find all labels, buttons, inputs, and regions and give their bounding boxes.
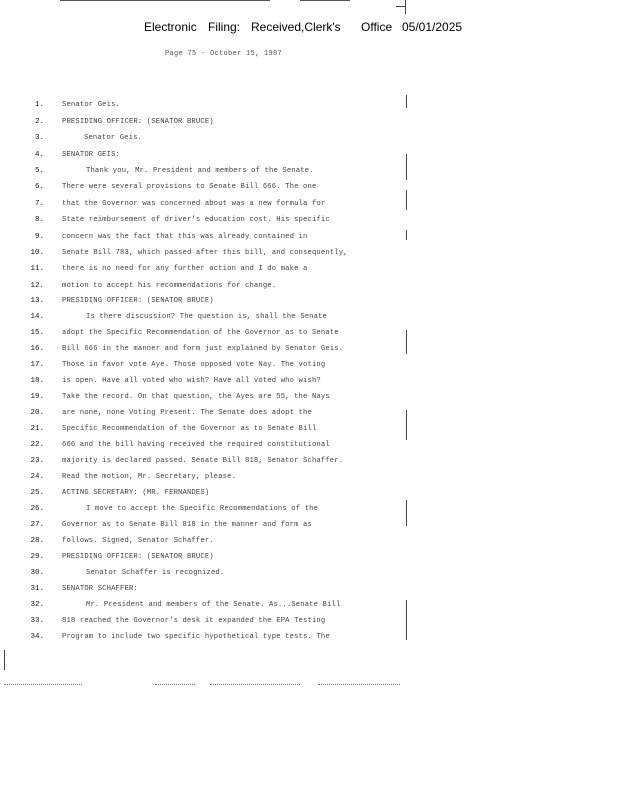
line-number: 16. [30, 345, 44, 353]
footer-rule [0, 683, 618, 687]
line-text: that the Governor was concerned about was a new formula for [62, 200, 326, 208]
transcript-line [0, 164, 618, 178]
line-text: Read the motion, Mr. Secretary, please. [62, 473, 237, 481]
line-text: motion to accept his recommendations for change. [62, 282, 277, 290]
line-text: Those in favor vote Aye. Those opposed vote Nay. The voting [62, 361, 326, 369]
transcript-line [0, 262, 618, 276]
transcript-line [0, 438, 618, 452]
transcript-line [0, 374, 618, 388]
line-text: ACTING SECRETARY: (MR. FERNANDES) [62, 489, 210, 497]
transcript-line [0, 115, 618, 129]
transcript-line [0, 630, 618, 644]
transcript-line [0, 326, 618, 340]
line-number: 4. [34, 151, 44, 159]
transcript-line [0, 98, 618, 112]
line-text: majority is declared passed. Senate Bill 818, Senator Schaffer. [62, 457, 344, 465]
line-text: Senator Geis. [62, 101, 121, 109]
line-text: there is no need for any further action and I do make a [62, 265, 308, 273]
line-text: adopt the Specific Recommendation of the Governor as to Senate [62, 329, 339, 337]
header-electronic: Electronic [144, 20, 197, 34]
line-number: 2. [34, 118, 44, 126]
line-number: 17. [30, 361, 44, 369]
transcript-line [0, 486, 618, 500]
line-number: 19. [30, 393, 44, 401]
transcript-line [0, 422, 618, 436]
line-text: Is there discussion? The question is, shall the Senate [86, 313, 328, 321]
line-text: Bill 666 in the manner and form just explained by Senator Geis. [62, 345, 344, 353]
header-received: Received,Clerk's [251, 20, 341, 34]
transcript-line [0, 582, 618, 596]
line-text: I move to accept the Specific Recommendations of the [86, 505, 319, 513]
line-text: 818 reached the Governor's desk it expanded the EPA Testing [62, 617, 326, 625]
transcript-line [0, 246, 618, 260]
line-text: is open. Have all voted who wish? Have all voted who wish? [62, 377, 321, 385]
line-number: 23. [30, 457, 44, 465]
line-number: 3. [34, 134, 44, 142]
line-text: Specific Recommendation of the Governor as to Senate Bill [62, 425, 317, 433]
line-number: 34. [30, 633, 44, 641]
transcript-line [0, 358, 618, 372]
line-number: 30. [30, 569, 44, 577]
transcript-line [0, 342, 618, 356]
line-text: Senator Geis. [84, 134, 143, 142]
transcript-line [0, 310, 618, 324]
header-office: Office [361, 20, 393, 34]
transcript-line [0, 230, 618, 244]
line-text: State reimbursement of driver's education cost. His specific [62, 216, 330, 224]
line-text: PRESIDING OFFICER: (SENATOR BRUCE) [62, 118, 214, 126]
line-number: 8. [34, 216, 44, 224]
line-text: PRESIDING OFFICER: (SENATOR BRUCE) [62, 553, 214, 561]
header-date: 05/01/2025 [402, 20, 463, 34]
transcript-line [0, 131, 618, 145]
line-number: 14. [30, 313, 44, 321]
transcript-line [0, 148, 618, 162]
line-text: Governor as to Senate Bill 818 in the manner and form as [62, 521, 312, 529]
line-number: 5. [34, 167, 44, 175]
line-number: 21. [30, 425, 44, 433]
line-number: 20. [30, 409, 44, 417]
line-text: SENATOR SCHAFFER: [62, 585, 138, 593]
line-text: PRESIDING OFFICER: (SENATOR BRUCE) [62, 297, 214, 305]
line-text: concern was the fact that this was already contained in [62, 233, 308, 241]
line-number: 18. [30, 377, 44, 385]
line-number: 13. [30, 297, 44, 305]
line-number: 22. [30, 441, 44, 449]
line-number: 31. [30, 585, 44, 593]
line-number: 33. [30, 617, 44, 625]
line-text: There were several provisions to Senate Bill 666. The one [62, 183, 317, 191]
transcript-line [0, 614, 618, 628]
line-text: are none, none Voting Present. The Senate does adopt the [62, 409, 312, 417]
line-number: 9. [34, 233, 44, 241]
line-number: 28. [30, 537, 44, 545]
line-number: 1. [34, 101, 44, 109]
line-number: 29. [30, 553, 44, 561]
line-text: Senate Bill 783, which passed after this bill, and consequently, [62, 249, 348, 257]
transcript-line [0, 502, 618, 516]
line-text: follows. Signed, Senator Schaffer. [62, 537, 214, 545]
line-text: Mr. President and members of the Senate. As...Senate Bill [86, 601, 341, 609]
line-number: 10. [30, 249, 44, 257]
line-text: Senator Schaffer is recognized. [86, 569, 225, 577]
line-number: 24. [30, 473, 44, 481]
transcript-line [0, 534, 618, 548]
transcript-line [0, 518, 618, 532]
transcript-line [0, 180, 618, 194]
line-number: 25. [30, 489, 44, 497]
line-text: Take the record. On that question, the Ayes are 55, the Nays [62, 393, 330, 401]
line-text: Thank you, Mr. President and members of the Senate. [86, 167, 314, 175]
line-number: 32. [30, 601, 44, 609]
line-number: 26. [30, 505, 44, 513]
transcript-line [0, 279, 618, 293]
transcript-line [0, 550, 618, 564]
line-number: 27. [30, 521, 44, 529]
transcript-line [0, 197, 618, 211]
transcript-line [0, 470, 618, 484]
transcript-line [0, 294, 618, 308]
page-subheader: Page 75 - October 15, 1987 [165, 50, 283, 58]
transcript-line [0, 213, 618, 227]
line-text: 666 and the bill having received the required constitutional [62, 441, 330, 449]
line-number: 15. [30, 329, 44, 337]
transcript-line [0, 598, 618, 612]
transcript-line [0, 566, 618, 580]
line-number: 6. [34, 183, 44, 191]
line-text: SENATOR GEIS: [62, 151, 121, 159]
line-text: Program to include two specific hypothetical type tests. The [62, 633, 330, 641]
transcript-line [0, 454, 618, 468]
transcript-line [0, 406, 618, 420]
transcript-line [0, 390, 618, 404]
line-number: 12. [30, 282, 44, 290]
header-filing: Filing: [208, 20, 241, 34]
line-number: 11. [30, 265, 44, 273]
line-number: 7. [34, 200, 44, 208]
